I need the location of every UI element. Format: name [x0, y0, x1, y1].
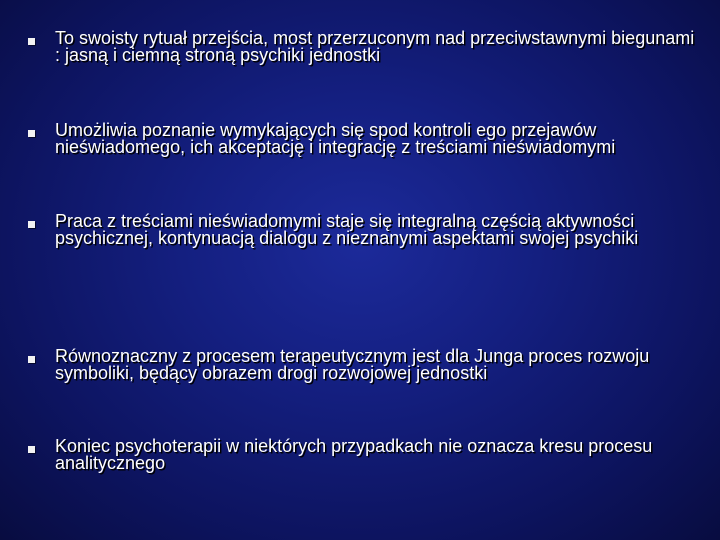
- bullet-item: [28, 213, 703, 247]
- square-bullet-icon: [28, 446, 35, 453]
- bullet-text: Koniec psychoterapii w niektórych przypadkach nie oznacza kresu procesu analitycznego: [55, 436, 653, 473]
- square-bullet-icon: [28, 130, 35, 137]
- bullet-text: To swoisty rytuał przejścia, most przerzuconym nad przeciwstawnymi biegunami : jasną i ciemną stroną psychiki jednostki: [55, 28, 695, 65]
- bullet-text: Równoznaczny z procesem terapeutycznym jest dla Junga proces rozwoju symboliki, będący obrazem drogi rozwojowej jednostki: [55, 346, 650, 383]
- square-bullet-icon: [28, 38, 35, 45]
- bullet-item: [28, 438, 703, 472]
- square-bullet-icon: [28, 356, 35, 363]
- bullet-item: [28, 348, 703, 382]
- bullet-item: [28, 30, 703, 64]
- bullet-item: [28, 122, 703, 156]
- bullet-text: Umożliwia poznanie wymykających się spod kontroli ego przejawów nieświadomego, ich akceptację i integrację z treściami nieświadomymi: [55, 120, 616, 157]
- bullet-text: Praca z treściami nieświadomymi staje się integralną częścią aktywności psychicznej, kontynuacją dialogu z nieznanymi aspektami swojej psychiki: [55, 211, 639, 248]
- square-bullet-icon: [28, 221, 35, 228]
